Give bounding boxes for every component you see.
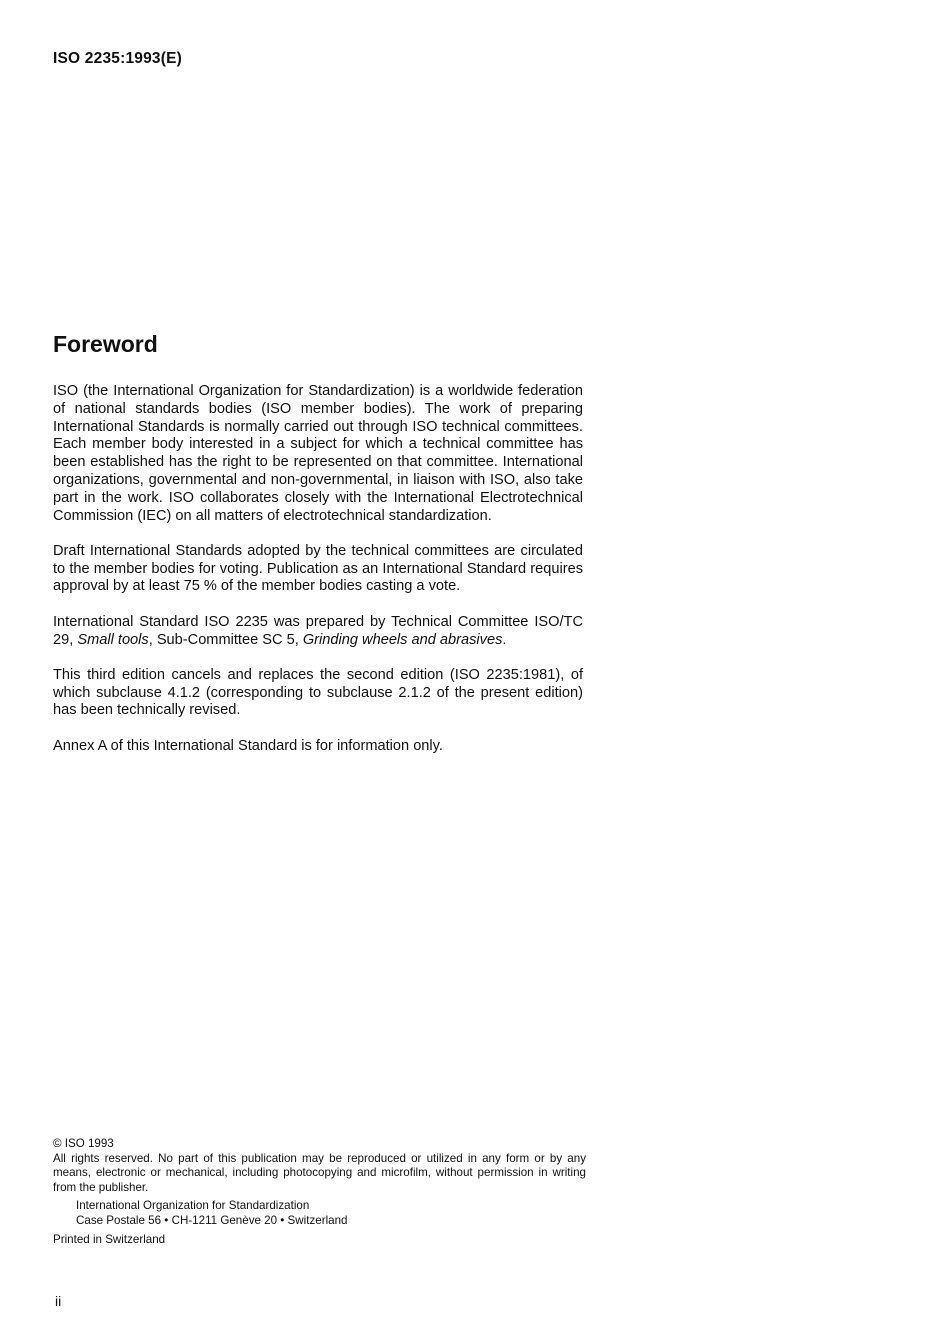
foreword-title: Foreword: [53, 331, 158, 357]
p3-text-after: .: [502, 631, 507, 648]
subcommittee-title: Grinding wheels and abrasives: [302, 631, 503, 648]
printed-in: Printed in Switzerland: [53, 1233, 166, 1246]
foreword-paragraph-4: This third edition cancels and replaces the second edition (ISO 2235:1981), of which subclause 4.1.2 (corresponding to subclause 2.1.2 of the present edition) has been technically revised.: [53, 666, 583, 719]
org-name: International Organization for Standardization: [76, 1199, 310, 1212]
foreword-paragraph-3: [53, 614, 583, 650]
copyright-line: © ISO 1993: [53, 1137, 114, 1150]
foreword-paragraph-2: Draft International Standards adopted by the technical committees are circulated to the member bodies for voting. Publication as an International Standard requires approval by at least 75 % of the member bodies casting a vote.: [53, 542, 583, 595]
foreword-paragraph-1: ISO (the International Organization for Standardization) is a worldwide federation of national standards bodies (ISO member bodies). The work of preparing International Standards is normally carried out through ISO technical committees. Each member body interested in a subject for which a technical committee has been established has the right to be represented on that committee. International organizations, governmental and non-governmental, in liaison with ISO, also take part in the work. ISO collaborates closely with the International Electrotechnical Commission (IEC) on all matters of electrotechnical standardization.: [53, 383, 583, 524]
page-number: ii: [55, 1293, 62, 1309]
p3-text-middle: , Sub-Committee SC 5,: [148, 631, 303, 648]
publisher-address: [76, 1199, 586, 1228]
document-id-header: ISO 2235:1993(E): [53, 50, 182, 67]
p3-text-before: International Standard ISO 2235 was prepared by Technical Committee ISO/TC 29,: [53, 613, 583, 648]
rights-statement: All rights reserved. No part of this publication may be reproduced or utilized in any form or by any means, electronic or mechanical, including photocopying and microfilm, without permission in writing from the publisher.: [53, 1151, 586, 1194]
committee-title: Small tools: [77, 631, 149, 648]
foreword-paragraph-5: Annex A of this International Standard is for information only.: [53, 737, 443, 754]
copyright-block: [53, 1137, 586, 1248]
foreword-body: [53, 383, 583, 756]
org-address: Case Postale 56 • CH-1211 Genève 20 • Switzerland: [76, 1213, 348, 1227]
